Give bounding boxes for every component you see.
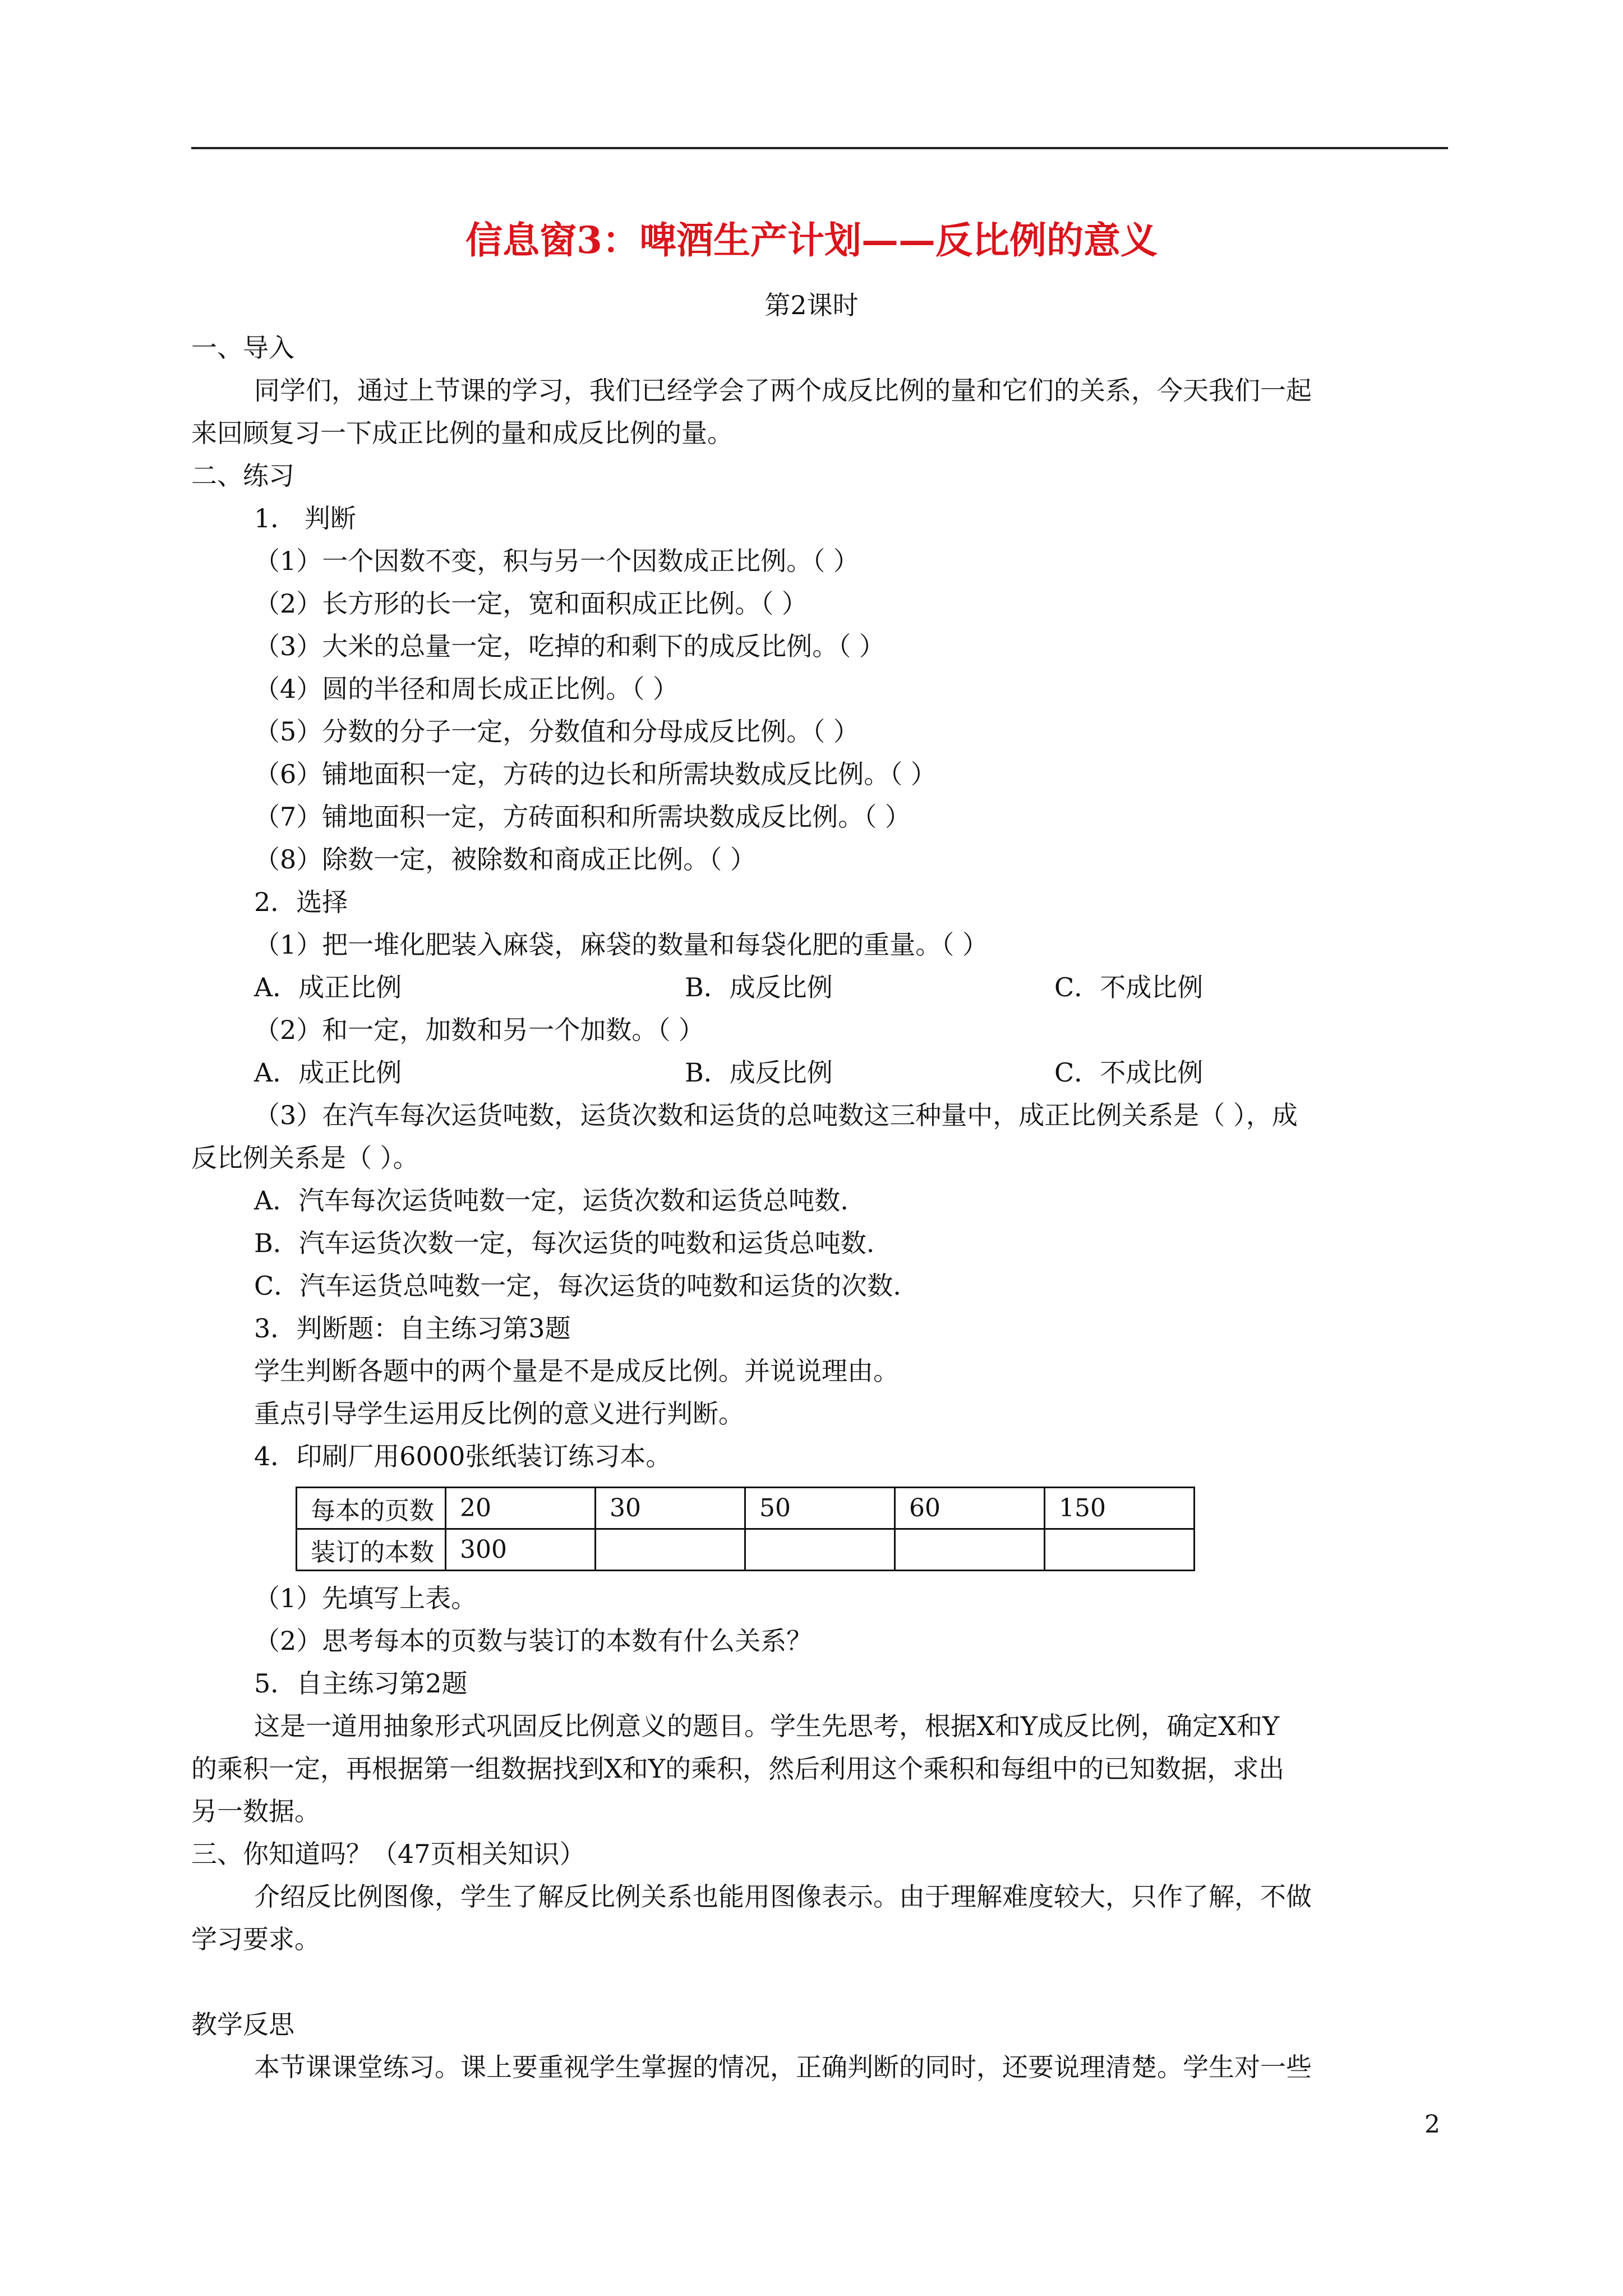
question-item: （8）除数一定，被除数和商成正比例。（ ）: [254, 844, 756, 875]
question-item: 反比例关系是（ ）。: [191, 1143, 419, 1173]
option-line: C．汽车运货总吨数一定，每次运货的吨数和运货的次数.: [254, 1271, 901, 1301]
question-heading: 3．判断题：自主练习第3题: [254, 1313, 571, 1343]
section-heading: 二、练习: [191, 461, 294, 491]
paragraph-line: 来回顾复习一下成正比例的量和成反比例的量。: [191, 418, 733, 448]
question-item: （3）在汽车每次运货吨数，运货次数和运货的总吨数这三种量中，成正比例关系是（ ），成: [254, 1100, 1298, 1130]
table-cell: 50: [745, 1488, 895, 1529]
table-row: [297, 1529, 1195, 1571]
table-cell: 20: [446, 1488, 596, 1529]
paragraph-line: 学生判断各题中的两个量是不是成反比例。并说说理由。: [254, 1356, 899, 1386]
question-item: （1）把一堆化肥装入麻袋，麻袋的数量和每袋化肥的重量。（ ）: [254, 930, 988, 960]
option-line: B．汽车运货次数一定，每次运货的吨数和运货总吨数.: [254, 1228, 875, 1258]
question-item: （2）和一定，加数和另一个加数。（ ）: [254, 1015, 704, 1045]
table-cell: [1045, 1529, 1195, 1571]
question-item: （5）分数的分子一定，分数值和分母成反比例。（ ）: [254, 716, 859, 747]
question-item: （3）大米的总量一定，吃掉的和剩下的成反比例。（ ）: [254, 631, 885, 661]
question-item: （1）一个因数不变，积与另一个因数成正比例。（ ）: [254, 546, 859, 576]
choice-b: B．成反比例: [685, 1057, 833, 1088]
paragraph-line: 这是一道用抽象形式巩固反比例意义的题目。学生先思考，根据X和Y成反比例，确定X和Y: [254, 1711, 1280, 1741]
question-heading: 5．自主练习第2题: [254, 1668, 468, 1699]
table-row: [297, 1488, 1195, 1529]
data-table: [296, 1487, 1195, 1571]
table-cell: 300: [446, 1529, 596, 1571]
table-cell: 每本的页数: [297, 1488, 446, 1529]
option-line: A．汽车每次运货吨数一定，运货次数和运货总吨数.: [254, 1185, 849, 1216]
choice-c: C．不成比例: [1054, 972, 1204, 1002]
page-subtitle: 第2课时: [764, 290, 859, 320]
question-item: （2）长方形的长一定，宽和面积成正比例。（ ）: [254, 588, 808, 619]
question-item: （1）先填写上表。: [254, 1583, 477, 1613]
table-cell: [596, 1529, 745, 1571]
paragraph-line: 重点引导学生运用反比例的意义进行判断。: [254, 1398, 744, 1429]
table-cell: [745, 1529, 895, 1571]
question-heading: 2．选择: [254, 887, 348, 917]
header-rule: [191, 147, 1448, 149]
table-cell: [895, 1529, 1045, 1571]
section-heading: 一、导入: [191, 333, 294, 363]
paragraph-line: 的乘积一定，再根据第一组数据找到X和Y的乘积，然后利用这个乘积和每组中的已知数据，求出: [191, 1754, 1285, 1784]
paragraph-line: 另一数据。: [191, 1796, 320, 1826]
question-item: （7）铺地面积一定，方砖面积和所需块数成反比例。（ ）: [254, 802, 911, 832]
paragraph-line: 介绍反比例图像，学生了解反比例关系也能用图像表示。由于理解难度较大，只作了解，不做: [254, 1881, 1312, 1912]
paragraph-line: 同学们，通过上节课的学习，我们已经学会了两个成反比例的量和它们的关系，今天我们一起: [254, 375, 1312, 406]
choice-c: C．不成比例: [1054, 1057, 1204, 1088]
question-item: （4）圆的半径和周长成正比例。（ ）: [254, 674, 679, 704]
section-heading: 三、你知道吗？（47页相关知识）: [191, 1839, 585, 1869]
question-item: （2）思考每本的页数与装订的本数有什么关系？: [254, 1626, 813, 1656]
table-cell: 60: [895, 1488, 1045, 1529]
table-cell: 150: [1045, 1488, 1195, 1529]
paragraph-line: 学习要求。: [191, 1924, 320, 1954]
question-heading: 4．印刷厂用6000张纸装订练习本。: [254, 1441, 672, 1471]
question-heading: 1． 判断: [254, 503, 356, 533]
choice-a: A．成正比例: [254, 1057, 402, 1088]
page-number: 2: [1424, 2110, 1440, 2139]
choice-a: A．成正比例: [254, 972, 402, 1002]
choice-b: B．成反比例: [685, 972, 833, 1002]
table-cell: 30: [596, 1488, 745, 1529]
reflection-heading: 教学反思: [191, 2009, 294, 2040]
paragraph-line: 本节课课堂练习。课上要重视学生掌握的情况，正确判断的同时，还要说理清楚。学生对一些: [254, 2052, 1312, 2082]
question-item: （6）铺地面积一定，方砖的边长和所需块数成反比例。（ ）: [254, 759, 937, 789]
page-title: 信息窗3：啤酒生产计划——反比例的意义: [465, 218, 1158, 262]
table-cell: 装订的本数: [297, 1529, 446, 1571]
